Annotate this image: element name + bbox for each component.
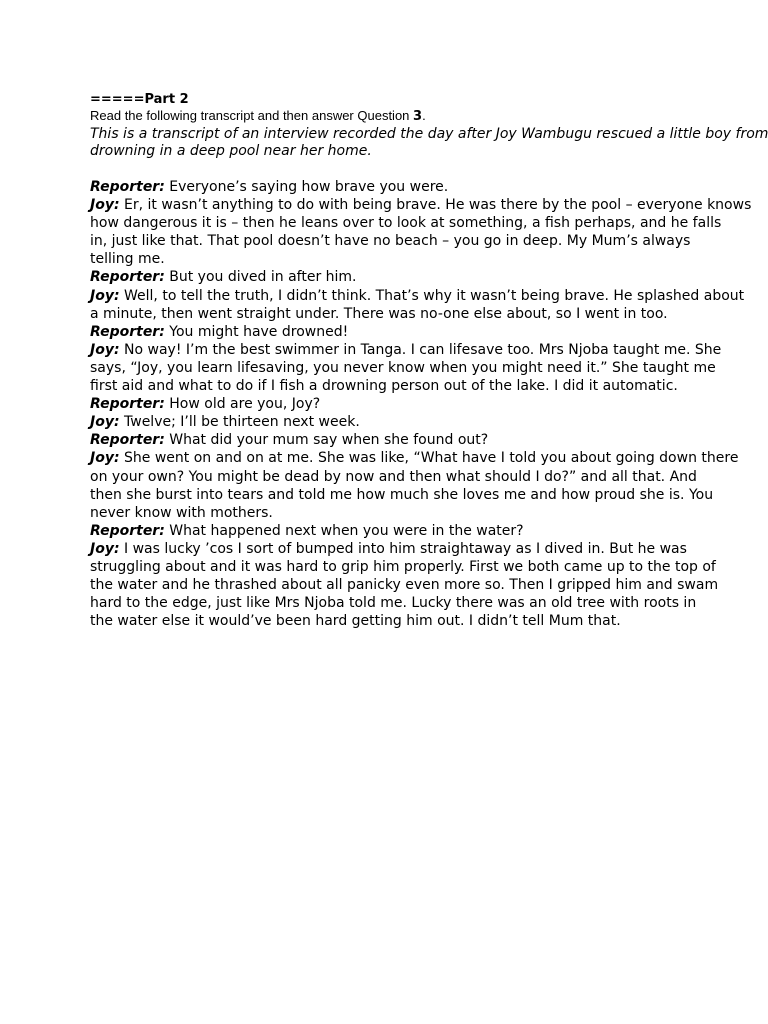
transcript-line (90, 377, 690, 395)
transcript-turn (90, 268, 690, 286)
transcript-turn (90, 178, 690, 196)
instruction-prefix: Read the following transcript and then answer Question (90, 108, 414, 123)
speech-text: then she burst into tears and told me how much she loves me and how proud she is. You (90, 486, 714, 503)
section-heading: =====Part 2 (90, 92, 189, 107)
speaker-label: Joy: (90, 197, 120, 214)
transcript-line (90, 558, 716, 576)
speech-text: first aid and what to do if I fish a drowning person out of the lake. I did it automatic. (90, 378, 678, 395)
speech-text: on your own? You might be dead by now and then what should I do?” and all that. And (90, 468, 697, 485)
transcript-line (90, 232, 690, 250)
transcript-line (90, 268, 690, 286)
transcript-line (90, 214, 722, 232)
transcript-line (90, 612, 690, 630)
transcript-line (90, 395, 690, 413)
transcript-line (90, 196, 752, 214)
speech-text: No way! I’m the best swimmer in Tanga. I can lifesave too. Mrs Njoba taught me. She (119, 341, 722, 358)
speech-text: how dangerous it is – then he leans over to look at something, a fish perhaps, and he falls (90, 215, 722, 232)
speech-text: says, “Joy, you learn lifesaving, you never know when you might need it.” She taught me (90, 359, 716, 376)
transcript-line (90, 486, 714, 504)
intro-line: drowning in a deep pool near her home. (90, 143, 372, 159)
speaker-label: Reporter: (90, 269, 165, 286)
speech-text: She went on and on at me. She was like, “What have I told you about going down there (119, 450, 739, 467)
speech-text: never know with mothers. (90, 504, 273, 521)
transcript-line (90, 413, 690, 431)
transcript-turn (90, 341, 722, 395)
speaker-label: Reporter: (90, 432, 165, 449)
speech-text: in, just like that. That pool doesn’t have no beach – you go in deep. My Mum’s always (90, 233, 691, 250)
transcript-turn (90, 522, 690, 540)
speaker-label: Joy: (90, 341, 120, 358)
transcript-turn (90, 196, 752, 268)
transcript-turn (90, 413, 690, 431)
speech-text: I was lucky ’cos I sort of bumped into him straightaway as I dived in. But he was (119, 540, 687, 557)
speech-text: telling me. (90, 251, 165, 268)
transcript-line (90, 178, 690, 196)
speech-text: Twelve; I’ll be thirteen next week. (119, 414, 360, 431)
speaker-label: Joy: (90, 540, 120, 557)
transcript-line (90, 431, 690, 449)
speech-text: But you dived in after him. (164, 269, 357, 286)
transcript-turn (90, 449, 739, 521)
transcript-turn (90, 395, 690, 413)
instruction-suffix: . (422, 108, 426, 123)
question-number: 3 (413, 109, 423, 124)
speaker-label: Joy: (90, 414, 120, 431)
transcript-line (90, 250, 690, 268)
speech-text: What did your mum say when she found out? (164, 432, 489, 449)
transcript-line (90, 359, 716, 377)
transcript-line (90, 323, 690, 341)
transcript-line (90, 468, 697, 486)
transcript-line (90, 341, 722, 359)
speaker-label: Reporter: (90, 522, 165, 539)
transcript-turn (90, 287, 745, 323)
intro-line: This is a transcript of an interview recorded the day after Joy Wambugu rescued a little boy from (90, 126, 768, 142)
transcript-line (90, 522, 690, 540)
speaker-label: Reporter: (90, 396, 165, 413)
speech-text: What happened next when you were in the water? (164, 522, 524, 539)
transcript-line (90, 594, 697, 612)
transcript-turn (90, 540, 719, 630)
speech-text: Er, it wasn’t anything to do with being brave. He was there by the pool – everyone knows (119, 197, 752, 214)
speech-text: How old are you, Joy? (164, 396, 321, 413)
transcript-line (90, 504, 690, 522)
transcript-line (90, 576, 719, 594)
speech-text: hard to the edge, just like Mrs Njoba told me. Lucky there was an old tree with roots in (90, 595, 697, 612)
speech-text: the water else it would’ve been hard getting him out. I didn’t tell Mum that. (90, 613, 621, 630)
speech-text: Everyone’s saying how brave you were. (164, 179, 449, 195)
speech-text: struggling about and it was hard to grip him properly. First we both came up to the top of (90, 558, 716, 575)
speaker-label: Reporter: (90, 323, 165, 340)
speaker-label: Joy: (90, 450, 120, 467)
transcript-line (90, 540, 690, 558)
speech-text: the water and he thrashed about all panicky even more so. Then I gripped him and swam (90, 577, 719, 594)
transcript (90, 178, 752, 630)
speech-text: Well, to tell the truth, I didn’t think. That’s why it wasn’t being brave. He splashed about (119, 287, 745, 304)
intro-paragraph (90, 126, 768, 160)
speaker-label: Reporter: (90, 179, 165, 195)
transcript-turn (90, 431, 690, 449)
document-page (90, 92, 768, 630)
speech-text: You might have drowned! (164, 323, 349, 340)
transcript-line (90, 449, 739, 467)
transcript-line (90, 305, 690, 323)
transcript-turn (90, 323, 690, 341)
speech-text: a minute, then went straight under. There was no-one else about, so I went in too. (90, 305, 668, 322)
instruction-text (90, 108, 690, 125)
transcript-line (90, 287, 745, 305)
speaker-label: Joy: (90, 287, 120, 304)
